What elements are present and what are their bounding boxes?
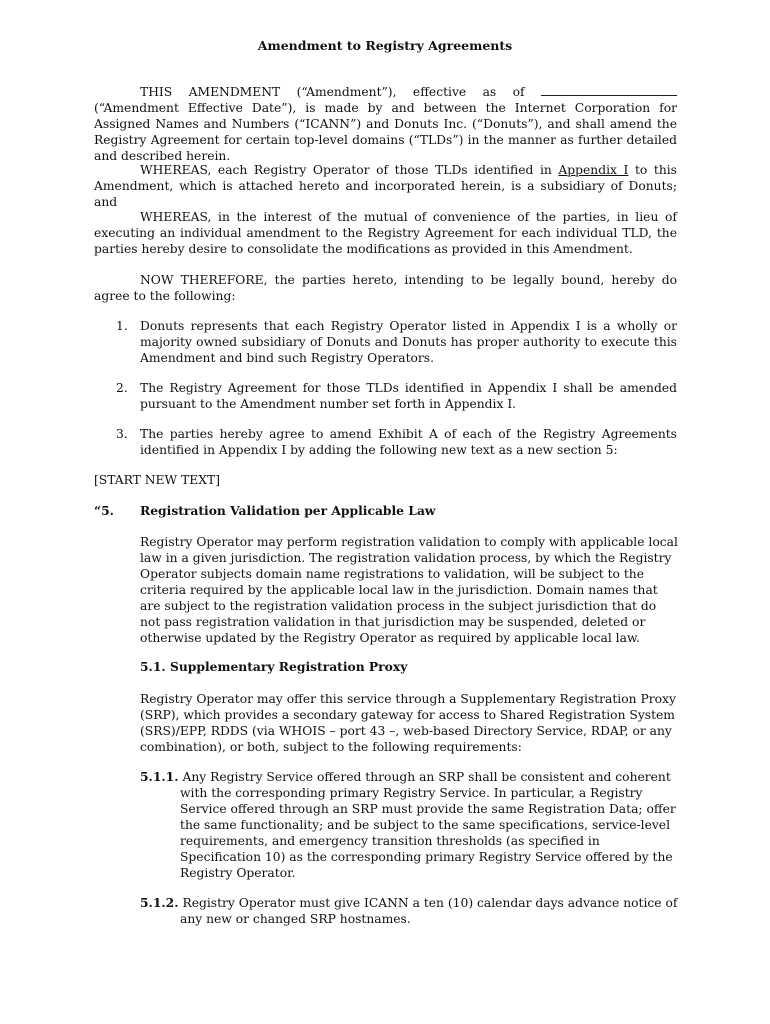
list-item-number: 2.	[116, 381, 128, 395]
list-item-text: The parties hereby agree to amend Exhibit A of each of the Registry Agreements identified in Appendix I by adding the following new text as a new section 5:	[140, 427, 677, 457]
whereas-paragraph-2: WHEREAS, in the interest of the mutual of convenience of the parties, in lieu of executing an individual amendment to the Registry Agreement for each individual TLD, the parties hereby desire to consolidate the modifications as provided in this Amendment.	[94, 210, 677, 256]
section-5-1-heading: 5.1. Supplementary Registration Proxy	[140, 659, 408, 674]
start-new-text-marker: [START NEW TEXT]	[94, 473, 221, 487]
section-5-title: Registration Validation per Applicable Law	[140, 503, 436, 518]
whereas1-text-end: to this Amendment, which is attached hereto and incorporated herein, is a subsidiary of Donuts; and	[94, 163, 677, 209]
list-item-number: 3.	[116, 427, 128, 441]
effective-date-blank	[541, 84, 677, 96]
section-5-1-2-label: 5.1.2.	[140, 895, 179, 910]
now-therefore-paragraph: NOW THEREFORE, the parties hereto, intending to be legally bound, hereby do agree to the following:	[94, 273, 677, 303]
whereas1-text-start: WHEREAS, each Registry Operator of those TLDs identified in	[140, 163, 559, 177]
intro-text-start: THIS AMENDMENT (“Amendment”), effective as of	[140, 85, 541, 99]
section-5-label: “5.	[94, 503, 114, 518]
appendix-link: Appendix I	[558, 163, 629, 177]
section-5-1-1	[140, 769, 680, 881]
intro-paragraph	[94, 84, 677, 164]
section-5-1-1-text: Any Registry Service offered through an SRP shall be consistent and coherent with the corresponding primary Registry Service. In particular, a Registry Service offered through an SRP must provide the same Registration Data; offer the same functionality; and be subject to the same specifications, service-level requirements, and emergency transition thresholds (as specified in Specification 10) as the corresponding primary Registry Service offered by the Registry Operator.	[180, 770, 676, 880]
section-5-1-2-text: Registry Operator must give ICANN a ten (10) calendar days advance notice of any new or changed SRP hostnames.	[180, 896, 678, 926]
list-item-number: 1.	[116, 319, 128, 333]
section-5-1-2	[140, 895, 680, 927]
list-item-text: Donuts represents that each Registry Operator listed in Appendix I is a wholly or majority owned subsidiary of Donuts and Donuts has proper authority to execute this Amendment and bind such Registry Operators.	[140, 319, 677, 365]
list-item-text: The Registry Agreement for those TLDs identified in Appendix I shall be amended pursuant to the Amendment number set forth in Appendix I.	[140, 381, 677, 411]
list-item	[94, 318, 677, 366]
document-title: Amendment to Registry Agreements	[257, 38, 513, 53]
list-item	[94, 426, 677, 458]
section-5-body: Registry Operator may perform registration validation to comply with applicable local law in a given jurisdiction. The registration validation process, by which the Registry Operator subjects domain name registrations to validation, will be subject to the criteria required by the applicable local law in the jurisdiction. Domain names that are subject to the registration validation process in the subject jurisdiction that do not pass registration validation in that jurisdiction may be suspended, deleted or otherwise updated by the Registry Operator as required by applicable local law.	[140, 535, 678, 645]
section-5-1-1-label: 5.1.1.	[140, 769, 179, 784]
section-5-1-body: Registry Operator may offer this service through a Supplementary Registration Proxy (SRP), which provides a secondary gateway for access to Shared Registration System (SRS)/EPP, RDDS (via WHOIS – port 43 –, web-based Directory Service, RDAP, or any combination), or both, subject to the following requirements:	[140, 692, 676, 754]
list-item	[94, 380, 677, 412]
intro-text-end: (“Amendment Effective Date”), is made by and between the Internet Corporation for Assigned Names and Numbers (“ICANN”) and Donuts Inc. (“Donuts”), and shall amend the Registry Agreement for certain top-level domains (“TLDs”) in the manner as further detailed and described herein.	[94, 101, 677, 163]
whereas-paragraph-1	[94, 162, 677, 210]
